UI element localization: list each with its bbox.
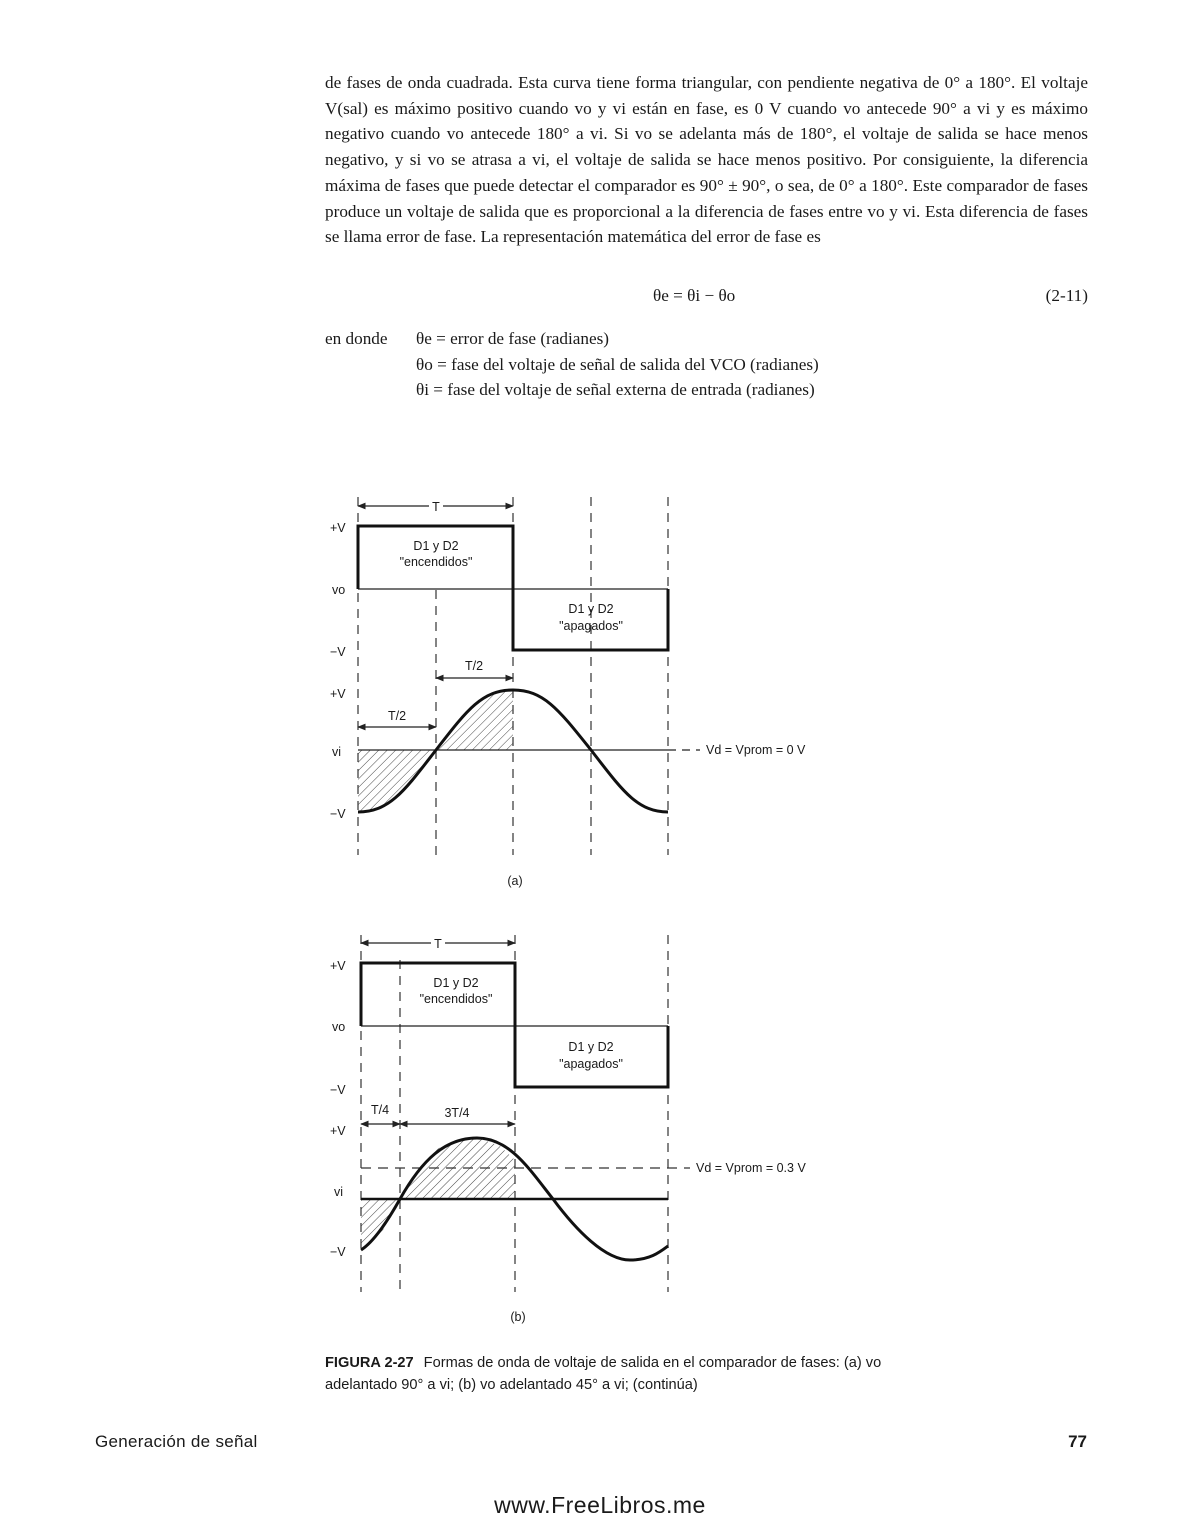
level-vi: vi [334, 1185, 344, 1199]
interval-label: 3T/4 [444, 1106, 470, 1120]
diodes-on-label: D1 y D2 [433, 976, 479, 990]
diodes-on-state: "encendidos" [419, 992, 493, 1006]
equation-expression: θe = θi − θo [653, 286, 736, 305]
level-plus-v: +V [330, 959, 346, 973]
level-vi: vi [332, 745, 342, 759]
average-voltage-label: Vd = Vprom = 0 V [706, 743, 806, 757]
level-plus-v: +V [330, 687, 346, 701]
definitions-intro: en donde [325, 329, 388, 348]
period-label: T [434, 937, 442, 951]
footer-section-title: Generación de señal [95, 1432, 258, 1451]
paragraph-text: de fases de onda cuadrada. Esta curva tiene forma triangular, con pendiente negativa de 0° a 180°. El voltaje V(sal) es máximo positivo cuando vo y vi están en fase, es 0 V cuando vo antecede 90° a vi y es máximo negativo cuando vo antecede 180° a vi. Si vo se adelanta más de 180°, el voltaje de salida se hace menos negativo, y si vo se atrasa a vi, el voltaje de salida se hace menos positivo. Por consiguiente, la diferencia máxima de fases que puede detectar el comparador es 90° ± 90°, o sea, de 0° a 180°. Este comparador de fases produce un voltaje de salida que es proporcional a la diferencia de fases entre vo y vi. Esta diferencia de fases se llama error de fase. La representación matemática del error de fase es [325, 73, 1088, 247]
diodes-off-state: "apagados" [559, 1057, 623, 1071]
definition-item: θi = fase del voltaje de señal externa de entrada (radianes) [416, 380, 815, 400]
sub-figure-label: (b) [510, 1310, 526, 1324]
figure-a [330, 497, 806, 888]
hatched-area [358, 750, 436, 812]
diodes-off-state: "apagados" [559, 619, 623, 633]
equation-number: (2-11) [1045, 286, 1088, 305]
figure-number: FIGURA 2-27 [325, 1355, 414, 1371]
definition-item: θo = fase del voltaje de señal de salida del VCO (radianes) [416, 354, 819, 374]
page-number: 77 [1068, 1432, 1087, 1451]
level-vo: vo [332, 583, 346, 597]
definition-item: θe = error de fase (radianes) [416, 329, 610, 348]
diodes-on-state: "encendidos" [399, 555, 473, 569]
average-voltage-label: Vd = Vprom = 0.3 V [696, 1161, 806, 1175]
level-minus-v: −V [330, 807, 346, 821]
interval-label: T/2 [387, 709, 407, 723]
level-minus-v: −V [330, 1245, 346, 1259]
period-label: T [432, 500, 440, 514]
diodes-off-label: D1 y D2 [568, 602, 614, 616]
caption-text: Formas de onda de voltaje de salida en el comparador de fases: (a) vo adelantado 90° a vi; (b) vo adelantado 45° a vi; (continúa) [325, 1355, 882, 1393]
figure-caption [325, 1352, 925, 1396]
figure-b [330, 935, 806, 1324]
interval-label: T/2 [464, 659, 484, 673]
level-vo: vo [332, 1020, 346, 1034]
diodes-off-label: D1 y D2 [568, 1040, 614, 1054]
level-plus-v: +V [330, 1124, 346, 1138]
level-minus-v: −V [330, 645, 346, 659]
watermark: www.FreeLibros.me [494, 1492, 706, 1518]
diodes-on-label: D1 y D2 [413, 539, 459, 553]
level-plus-v: +V [330, 521, 346, 535]
level-minus-v: −V [330, 1083, 346, 1097]
interval-label: T/4 [370, 1103, 390, 1117]
hatched-area [436, 690, 513, 750]
sub-figure-label: (a) [507, 874, 523, 888]
